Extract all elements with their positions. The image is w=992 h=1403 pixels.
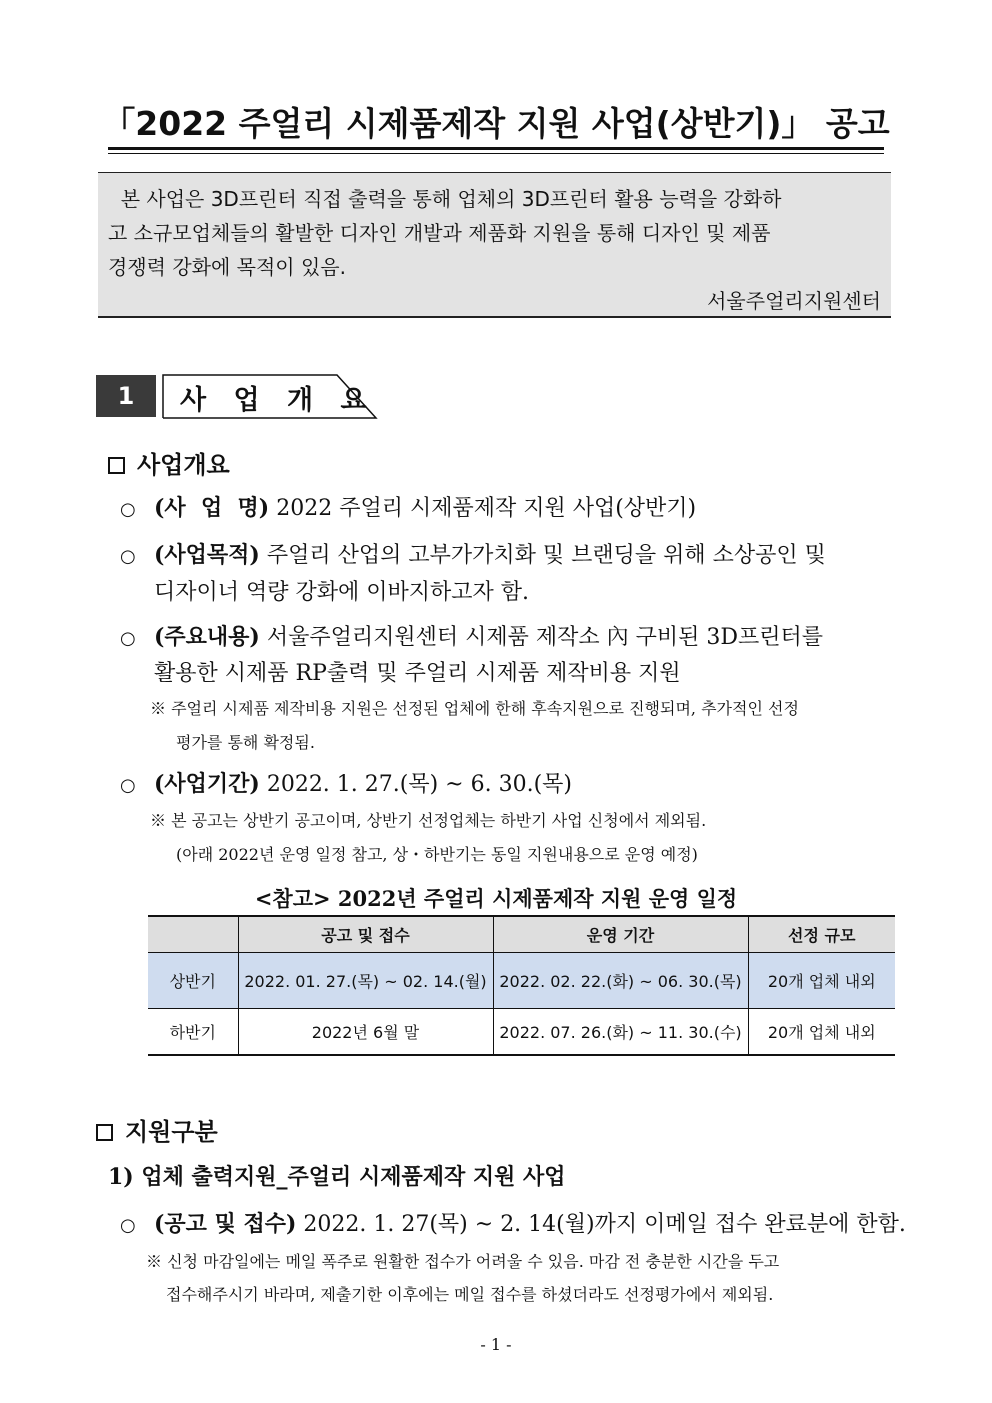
item-note: 접수해주시기 바라며, 제출기한 이후에는 메일 접수를 하셨더라도 선정평가에서 제외됨.: [166, 1285, 774, 1304]
table-cell: 20개 업체 내외: [748, 1009, 895, 1056]
column-header: [148, 916, 238, 953]
list-item: [120, 538, 826, 569]
circle-bullet-icon: ○: [120, 628, 136, 649]
table-cell: 상반기: [148, 953, 238, 1009]
circle-bullet-icon: ○: [120, 499, 136, 520]
item-label: (주요내용): [154, 624, 260, 650]
table-header-row: [148, 916, 895, 953]
intro-signature: 서울주얼리지원센터: [707, 289, 881, 313]
item-note: ※ 신청 마감일에는 메일 폭주로 원활한 접수가 어려울 수 있음. 마감 전 충분한 시간을 두고: [146, 1252, 780, 1271]
column-header: 선정 규모: [748, 916, 895, 953]
intro-box: [98, 172, 891, 318]
column-header: 공고 및 접수: [238, 916, 493, 953]
table-row: [148, 953, 895, 1009]
support-heading: [96, 1112, 218, 1147]
list-item: [120, 620, 823, 651]
table-cell: 하반기: [148, 1009, 238, 1056]
table-cell: 2022. 07. 26.(화) ~ 11. 30.(수): [493, 1009, 748, 1056]
section-title: 사 업 개 요: [180, 385, 376, 416]
section-number: 1: [96, 375, 156, 417]
table-cell: 2022. 02. 22.(화) ~ 06. 30.(목): [493, 953, 748, 1009]
item-label: (사업기간): [154, 771, 260, 797]
title-underline-thick: [108, 147, 884, 150]
intro-line: 본 사업은 3D프린터 직접 출력을 통해 업체의 3D프린터 활용 능력을 강화하: [108, 187, 782, 211]
page-number: - 1 -: [480, 1335, 512, 1354]
document-title: 「2022 주얼리 시제품제작 지원 사업(상반기)」 공고: [102, 104, 890, 143]
list-item: [120, 1207, 906, 1238]
title-underline-thin: [108, 153, 884, 154]
list-item: [120, 767, 572, 798]
circle-bullet-icon: ○: [120, 1215, 136, 1236]
item-text: 2022. 1. 27.(목) ~ 6. 30.(목): [259, 772, 572, 797]
item-label: (사업목적): [154, 542, 260, 568]
intro-line: 고 소규모업체들의 활발한 디자인 개발과 제품화 지원을 통해 디자인 및 제품: [108, 221, 771, 245]
list-item: [120, 491, 696, 522]
checkbox-square-icon: [108, 457, 125, 474]
item-note: ※ 주얼리 시제품 제작비용 지원은 선정된 업체에 한해 후속지원으로 진행되며, 추가적인 선정: [150, 699, 799, 718]
item-label: (사 업 명): [154, 495, 270, 521]
table-row: [148, 1009, 895, 1056]
intro-line: 경쟁력 강화에 목적이 있음.: [108, 255, 346, 279]
item-note: (아래 2022년 운영 일정 참고, 상・하반기는 동일 지원내용으로 운영 예정): [176, 845, 698, 864]
support-heading-text: 지원구분: [125, 1117, 218, 1146]
item-note: 평가를 통해 확정됨.: [176, 733, 315, 752]
checkbox-square-icon: [96, 1124, 113, 1141]
item-continuation: 디자이너 역량 강화에 이바지하고자 함.: [154, 580, 529, 605]
table-cell: 20개 업체 내외: [748, 953, 895, 1009]
table-caption: <참고> 2022년 주얼리 시제품제작 지원 운영 일정: [254, 886, 738, 911]
item-text: 서울주얼리지원센터 시제품 제작소 內 구비된 3D프린터를: [259, 625, 823, 650]
table-cell: 2022. 01. 27.(목) ~ 02. 14.(월): [238, 953, 493, 1009]
item-label: (공고 및 접수): [154, 1211, 297, 1237]
item-text: 주얼리 산업의 고부가가치화 및 브랜딩을 위해 소상공인 및: [259, 543, 826, 568]
item-text: 2022 주얼리 시제품제작 지원 사업(상반기): [269, 496, 697, 521]
table-cell: 2022년 6월 말: [238, 1009, 493, 1056]
schedule-table: [148, 915, 895, 1056]
support-subheading: 1) 업체 출력지원_주얼리 시제품제작 지원 사업: [108, 1164, 566, 1190]
item-continuation: 활용한 시제품 RP출력 및 주얼리 시제품 제작비용 지원: [154, 661, 681, 686]
overview-heading-text: 사업개요: [137, 450, 230, 479]
circle-bullet-icon: ○: [120, 546, 136, 567]
item-text: 2022. 1. 27(목) ~ 2. 14(월)까지 이메일 접수 완료분에 한함.: [296, 1212, 906, 1237]
circle-bullet-icon: ○: [120, 775, 136, 796]
item-note: ※ 본 공고는 상반기 공고이며, 상반기 선정업체는 하반기 사업 신청에서 제외됨.: [150, 811, 707, 830]
overview-heading: [108, 445, 230, 480]
column-header: 운영 기간: [493, 916, 748, 953]
